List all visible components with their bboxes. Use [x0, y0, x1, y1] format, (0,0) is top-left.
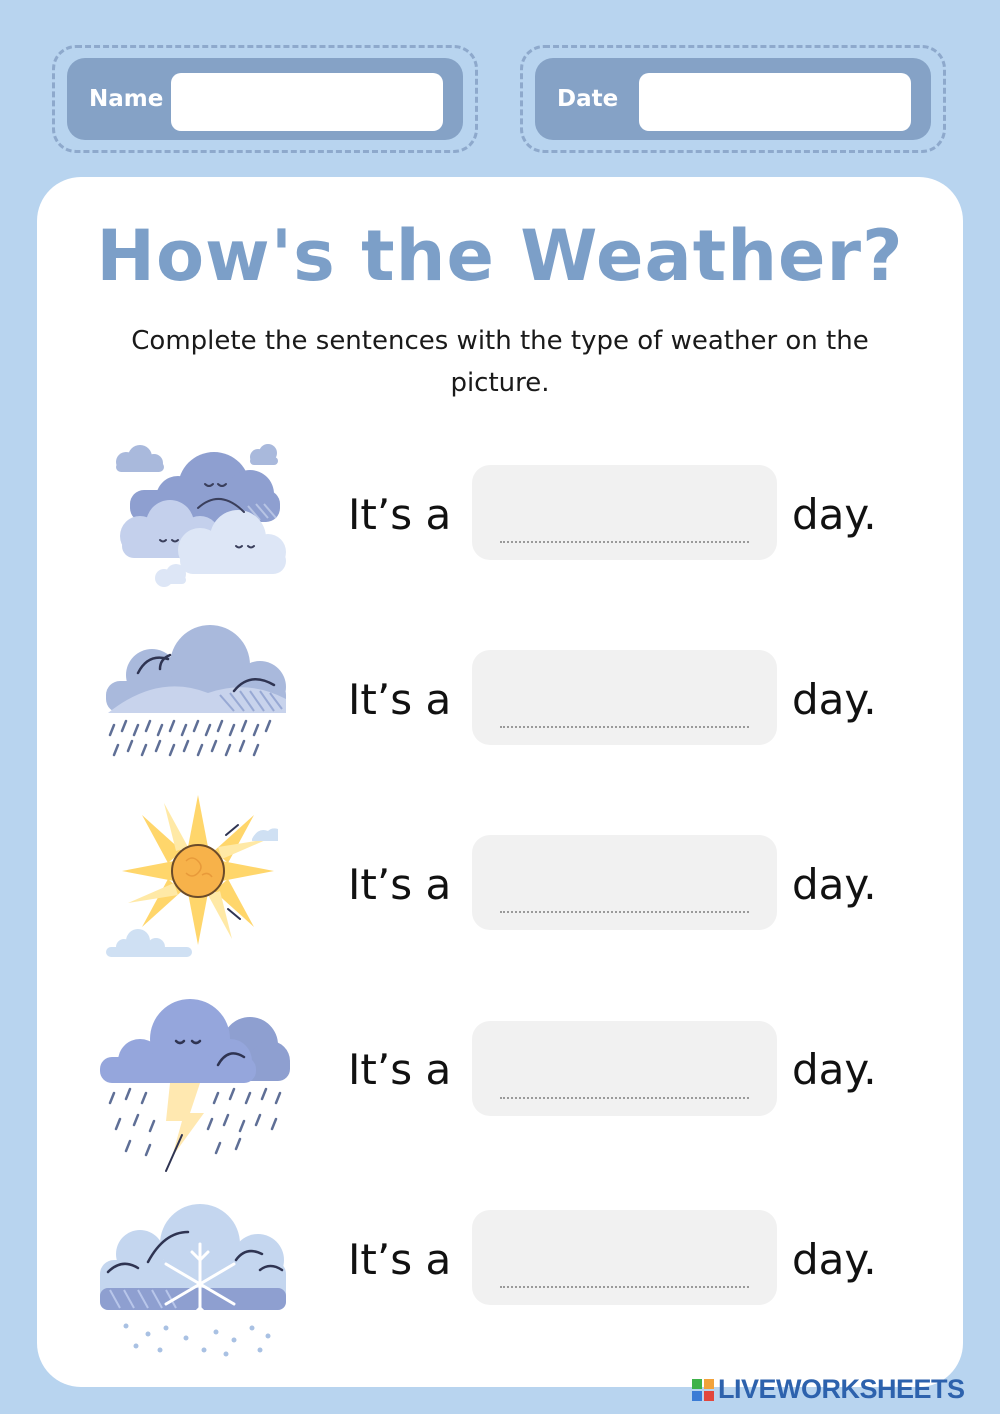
date-label: Date [557, 86, 619, 112]
answer-box [472, 465, 777, 560]
sentence-prefix: It’s a [348, 1045, 452, 1094]
answer-input[interactable] [500, 1043, 749, 1099]
answer-box [472, 835, 777, 930]
date-input[interactable] [639, 73, 911, 131]
answer-box [472, 650, 777, 745]
question-row-2 [0, 625, 1000, 775]
worksheet-instructions: Complete the sentences with the type of weather on the picture. [131, 326, 869, 398]
name-field-panel [52, 45, 478, 153]
sunny-weather-icon [100, 795, 290, 965]
cloudy-weather-icon [100, 440, 290, 590]
question-row-3 [0, 795, 1000, 945]
date-field-background [535, 58, 931, 140]
answer-box [472, 1021, 777, 1116]
liveworksheets-logo [692, 1374, 992, 1406]
rainy-weather-icon [100, 625, 290, 775]
sentence-prefix: It’s a [348, 860, 452, 909]
worksheet-title: How's the Weather? [96, 215, 904, 297]
question-row-5 [0, 1200, 1000, 1350]
name-input[interactable] [171, 73, 443, 131]
question-row-4 [0, 995, 1000, 1145]
sentence-prefix: It’s a [348, 490, 452, 539]
answer-box [472, 1210, 777, 1305]
sentence-suffix: day. [792, 1045, 877, 1094]
brand-name: LIVEWORKSHEETS [718, 1374, 965, 1404]
answer-input[interactable] [500, 672, 749, 728]
sentence-suffix: day. [792, 490, 877, 539]
sentence-prefix: It’s a [348, 1235, 452, 1284]
stormy-weather-icon [100, 995, 290, 1175]
sentence-suffix: day. [792, 860, 877, 909]
sentence-suffix: day. [792, 1235, 877, 1284]
name-field-background [67, 58, 463, 140]
liveworksheets-badge-icon [692, 1379, 714, 1401]
snowy-weather-icon [100, 1200, 290, 1360]
question-row-1 [0, 440, 1000, 590]
answer-input[interactable] [500, 487, 749, 543]
sentence-prefix: It’s a [348, 675, 452, 724]
answer-input[interactable] [500, 1232, 749, 1288]
sentence-suffix: day. [792, 675, 877, 724]
name-label: Name [89, 86, 164, 112]
date-field-panel [520, 45, 946, 153]
answer-input[interactable] [500, 857, 749, 913]
